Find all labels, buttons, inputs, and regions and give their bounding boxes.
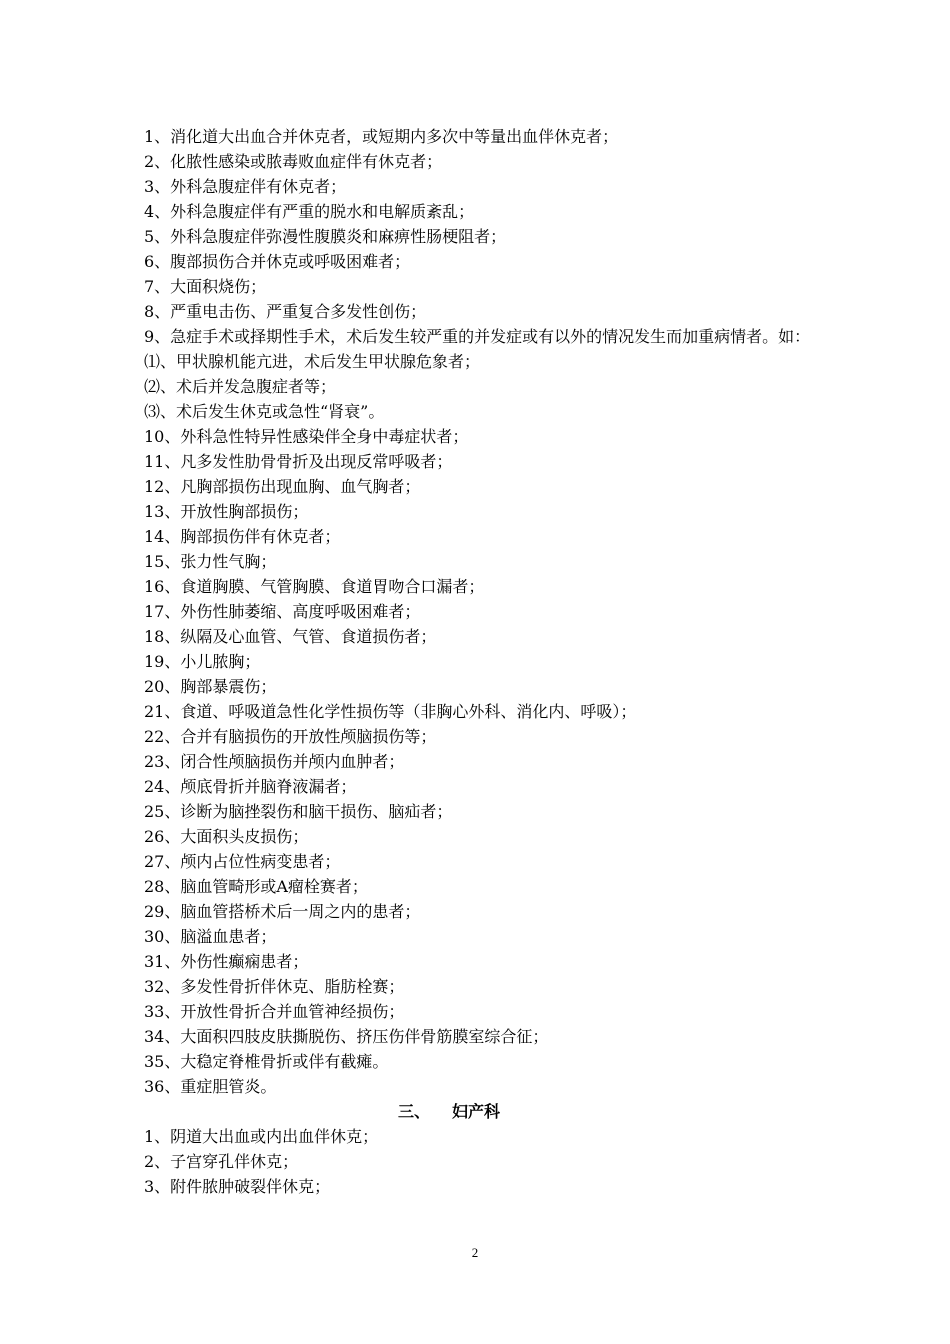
list-item: 33、开放性骨折合并血管神经损伤； [144,1002,405,1021]
document-body [144,124,814,1199]
list-item: 30、脑溢血患者； [144,927,277,946]
list-item: 18、纵隔及心血管、气管、食道损伤者； [144,627,437,646]
sub-list-item: ⑵、术后并发急腹症者等； [144,377,337,396]
list-item: 13、开放性胸部损伤； [144,502,309,521]
list-item: 5、外科急腹症伴弥漫性腹膜炎和麻痹性肠梗阻者； [144,227,507,246]
list-item: 3、附件脓肿破裂伴休克； [144,1177,331,1196]
list-item: 19、小儿脓胸； [144,652,261,671]
section-number: 三、 [398,1102,431,1121]
list-item: 23、闭合性颅脑损伤并颅内血肿者； [144,752,405,771]
list-group-a [144,124,814,324]
list-item: 4、外科急腹症伴有严重的脱水和电解质紊乱； [144,202,475,221]
list-item: 1、阴道大出血或内出血伴休克； [144,1127,379,1146]
list-item: 35、大稳定脊椎骨折或伴有截瘫。 [144,1052,389,1071]
list-item: 28、脑血管畸形或A瘤栓赛者； [144,877,368,896]
list-group-c [144,1124,814,1199]
list-item: 27、颅内占位性病变患者； [144,852,341,871]
sub-list-item: ⑶、术后发生休克或急性“肾衰”。 [144,402,385,421]
list-item: 17、外伤性肺萎缩、高度呼吸困难者； [144,602,421,621]
list-item: 7、大面积烧伤； [144,277,267,296]
list-item-9: 9、急症手术或择期性手术，术后发生较严重的并发症或有以外的情况发生而加重病情者。如： [144,327,811,346]
list-item: 25、诊断为脑挫裂伤和脑干损伤、脑疝者； [144,802,453,821]
section-title: 妇产科 [452,1102,501,1121]
list-item: 11、凡多发性肋骨骨折及出现反常呼吸者； [144,452,453,471]
list-item: 12、凡胸部损伤出现血胸、血气胸者； [144,477,421,496]
list-item: 2、化脓性感染或脓毒败血症伴有休克者； [144,152,443,171]
sub-list-item: ⑴、甲状腺机能亢进，术后发生甲状腺危象者； [144,352,481,371]
list-item: 3、外科急腹症伴有休克者； [144,177,347,196]
list-item: 1、消化道大出血合并休克者，或短期内多次中等量出血伴休克者； [144,127,619,146]
list-item: 24、颅底骨折并脑脊液漏者； [144,777,357,796]
list-item: 14、胸部损伤伴有休克者； [144,527,341,546]
list-item: 36、重症胆管炎。 [144,1077,277,1096]
list-item: 31、外伤性癫痫患者； [144,952,309,971]
list-group-b [144,424,814,1099]
list-item: 22、合并有脑损伤的开放性颅脑损伤等； [144,727,437,746]
list-item: 6、腹部损伤合并休克或呼吸困难者； [144,252,411,271]
list-item: 21、食道、呼吸道急性化学性损伤等（非胸心外科、消化内、呼吸）； [144,702,637,721]
page-number: 2 [471,1245,479,1260]
list-item: 20、胸部暴震伤； [144,677,277,696]
section-heading [144,1099,814,1124]
sub-item-list [144,349,814,424]
list-item: 34、大面积四肢皮肤撕脱伤、挤压伤伴骨筋膜室综合征； [144,1027,549,1046]
list-item: 32、多发性骨折伴休克、脂肪栓赛； [144,977,405,996]
list-item: 16、食道胸膜、气管胸膜、食道胃吻合口漏者； [144,577,485,596]
list-item: 2、子宫穿孔伴休克； [144,1152,299,1171]
list-item: 15、张力性气胸； [144,552,277,571]
list-item: 29、脑血管搭桥术后一周之内的患者； [144,902,421,921]
list-item: 8、严重电击伤、严重复合多发性创伤； [144,302,427,321]
list-item: 26、大面积头皮损伤； [144,827,309,846]
list-item: 10、外科急性特异性感染伴全身中毒症状者； [144,427,469,446]
